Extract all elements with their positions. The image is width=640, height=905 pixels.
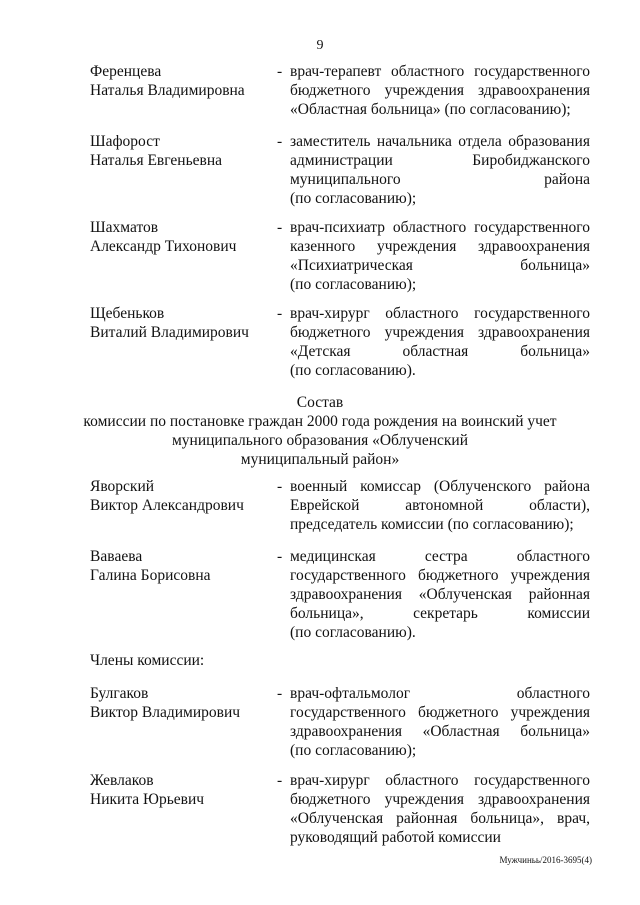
role-line: (по согласованию);: [290, 742, 417, 759]
role-line: муниципального района: [290, 171, 590, 188]
role-line: военный комиссар (Облученского района: [290, 478, 590, 495]
role-line: здравоохранения «Облученская районная: [290, 586, 590, 603]
heading-line-3: муниципального образования «Облученский: [171, 432, 469, 449]
person-role: [290, 218, 590, 294]
footer-code: Мужчиньь/2016-3695(4): [499, 855, 592, 865]
role-line: заместитель начальника отдела образования: [290, 133, 590, 150]
person-surname: Ференцева: [90, 63, 162, 80]
separator-dash: -: [277, 685, 283, 702]
person-role: [290, 132, 590, 208]
role-line: бюджетного учреждения здравоохранения: [290, 82, 590, 99]
heading-line-1: Состав: [296, 394, 344, 411]
person-surname: Шафорост: [90, 133, 160, 150]
separator-dash: -: [277, 548, 283, 565]
person-given-names: Александр Тихонович: [90, 238, 237, 255]
role-line: врач-офтальмолог областного: [290, 685, 590, 702]
person-surname: Яворский: [90, 478, 155, 495]
person-given-names: Галина Борисовна: [90, 567, 211, 584]
role-line: (по согласованию).: [290, 362, 416, 379]
role-line: руководящий работой комиссии: [290, 829, 501, 846]
role-line: медицинская сестра областного: [290, 548, 590, 565]
role-line: врач-хирург областного государственного: [290, 305, 590, 322]
role-line: бюджетного учреждения здравоохранения: [290, 791, 590, 808]
person-surname: Вавaева: [90, 548, 143, 565]
section-heading: [0, 393, 640, 469]
role-line: врач-терапевт областного государственного: [290, 63, 590, 80]
person-surname: Жевлаков: [90, 772, 154, 789]
person-name: [90, 218, 270, 256]
separator-dash: -: [277, 305, 283, 322]
heading-line-4: муниципальный район»: [240, 451, 400, 468]
separator-dash: -: [277, 219, 283, 236]
person-role: [290, 547, 590, 642]
person-surname: Шахматов: [90, 219, 159, 236]
person-given-names: Виктор Владимирович: [90, 704, 241, 721]
role-line: «Облученская районная больница», врач,: [290, 810, 590, 827]
person-given-names: Никита Юрьевич: [90, 791, 205, 808]
person-name: [90, 771, 270, 809]
role-line: «Психиатрическая больница»: [290, 257, 590, 274]
role-line: (по согласованию).: [290, 624, 416, 641]
person-name: [90, 547, 270, 585]
person-name: [90, 477, 270, 515]
person-name: [90, 132, 270, 170]
role-line: государственного бюджетного учреждения: [290, 704, 590, 721]
separator-dash: -: [277, 63, 283, 80]
separator-dash: -: [277, 478, 283, 495]
person-name: [90, 684, 270, 722]
members-label: Члены комиссии:: [90, 652, 205, 669]
person-surname: Щебеньков: [90, 305, 165, 322]
role-line: врач-психиатр областного государственного: [290, 219, 590, 236]
role-line: больница», секретарь комиссии: [290, 605, 590, 622]
person-surname: Булгаков: [90, 685, 149, 702]
separator-dash: -: [277, 133, 283, 150]
role-line: «Областная больница» (по согласованию);: [290, 101, 571, 118]
role-line: бюджетного учреждения здравоохранения: [290, 324, 590, 341]
person-name: [90, 62, 270, 100]
role-line: администрации Биробиджанского: [290, 152, 590, 169]
person-given-names: Наталья Владимировна: [90, 82, 245, 99]
role-line: председатель комиссии (по согласованию);: [290, 516, 574, 533]
person-given-names: Виктор Александрович: [90, 497, 244, 514]
person-name: [90, 304, 270, 342]
role-line: казенного учреждения здравоохранения: [290, 238, 590, 255]
heading-line-2: комиссии по постановке граждан 2000 года рождения на воинский учет: [83, 413, 557, 430]
role-line: Еврейской автономной области),: [290, 497, 590, 514]
person-role: [290, 771, 590, 847]
separator-dash: -: [277, 772, 283, 789]
role-line: здравоохранения «Областная больница»: [290, 723, 590, 740]
person-role: [290, 304, 590, 380]
person-given-names: Наталья Евгеньевна: [90, 152, 223, 169]
person-role: [290, 477, 590, 534]
role-line: врач-хирург областного государственного: [290, 772, 590, 789]
page-number: 9: [316, 38, 324, 53]
role-line: «Детская областная больница»: [290, 343, 590, 360]
person-given-names: Виталий Владимирович: [90, 324, 249, 341]
role-line: государственного бюджетного учреждения: [290, 567, 590, 584]
role-line: (по согласованию);: [290, 190, 417, 207]
role-line: (по согласованию);: [290, 276, 417, 293]
person-role: [290, 62, 590, 119]
person-role: [290, 684, 590, 760]
